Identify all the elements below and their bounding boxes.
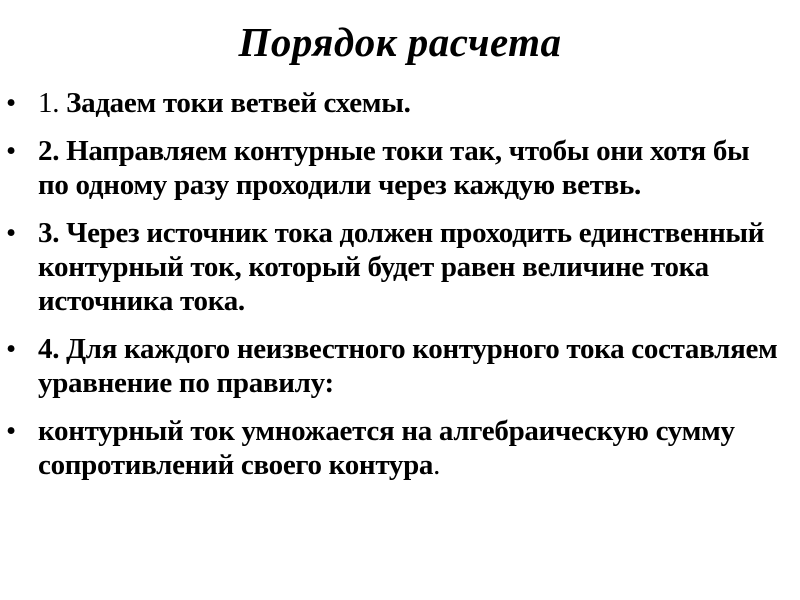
bullet-icon: • <box>6 415 16 447</box>
bullet-list <box>0 86 800 496</box>
bullet-item-1 <box>0 86 800 120</box>
bullet-item-text: 4. Для каждого неизвестного контурного тока составляем уравнение по правилу: <box>38 333 778 399</box>
bullet-icon: • <box>6 135 16 167</box>
slide-title: Порядок расчета <box>238 19 562 65</box>
bullet-item-suffix: . <box>433 449 441 481</box>
bullet-item-3 <box>0 216 800 318</box>
bullet-item-2 <box>0 134 800 202</box>
bullet-item-text: Задаем токи ветвей схемы. <box>66 87 411 119</box>
bullet-item-prefix: 1. <box>38 87 67 119</box>
bullet-icon: • <box>6 87 16 119</box>
bullet-icon: • <box>6 217 16 249</box>
bullet-item-text: контурный ток умножается на алгебраическую сумму сопротивлений своего контура <box>38 415 735 481</box>
bullet-item-5 <box>0 414 800 482</box>
bullet-item-text: 2. Направляем контурные токи так, чтобы они хотя бы по одному разу проходили через каждую ветвь. <box>38 135 750 201</box>
bullet-item-text: 3. Через источник тока должен проходить единственный контурный ток, который будет равен величине тока источника тока. <box>38 217 765 317</box>
bullet-item-4 <box>0 332 800 400</box>
bullet-icon: • <box>6 333 16 365</box>
